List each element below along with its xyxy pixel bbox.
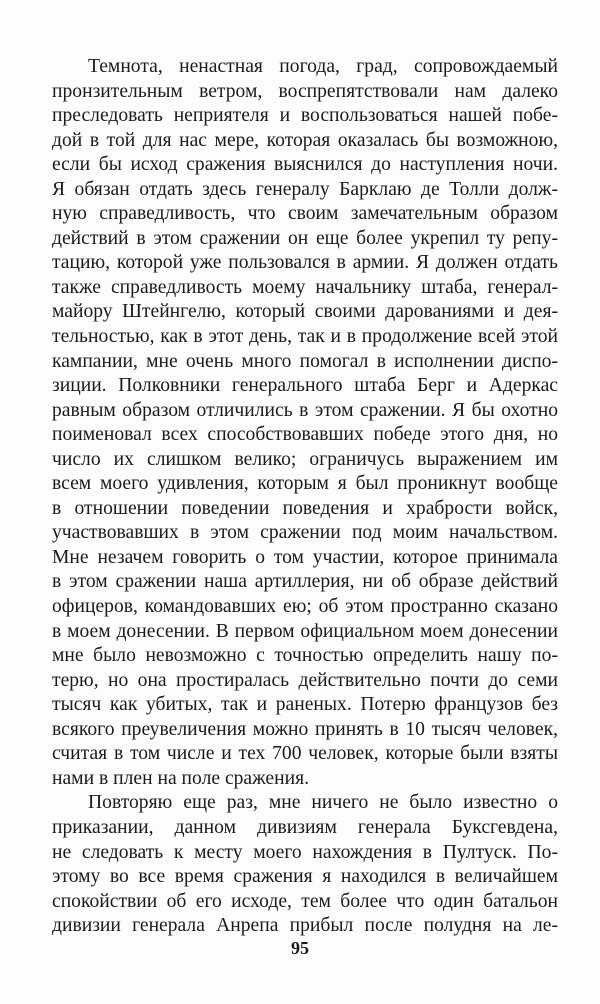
text-line: Я обязан отдать здесь генералу Барклаю де Толли долж- — [52, 178, 558, 200]
text-line: всякого преувеличения можно принять в 10 тысяч человек, — [52, 718, 558, 740]
text-line: Темнота, ненастная погода, град, сопровождаемый — [88, 56, 558, 77]
text-line: тысяч как убитых, так и раненых. Потерю французов без — [52, 694, 558, 716]
text-line: майору Штейнгелю, который своими дарованиями и дея- — [52, 301, 558, 323]
text-line: участвовавших в этом сражении под моим начальством. — [52, 522, 558, 544]
text-line: Повторяю еще раз, мне ничего не было известно о — [88, 792, 558, 814]
text-line: мне было невозможно с точностью определить нашу по- — [52, 645, 558, 667]
text-line: число их слишком велико; ограничусь выражением им — [52, 448, 558, 470]
text-line: всем моего удивления, которым я был проникнут вообще — [52, 473, 558, 495]
text-line: кампании, мне очень много помогал в исполнении диспо- — [52, 350, 558, 372]
text-line: также справедливость моему начальнику штаба, генерал- — [52, 276, 558, 298]
text-line: дивизии генерала Анрепа прибыл после полудня на ле- — [52, 915, 558, 937]
text-line: тацию, которой уже пользовался в армии. Я должен отдать — [52, 252, 558, 274]
text-line: действий в этом сражении он еще более укрепил ту репу- — [52, 227, 558, 249]
text-line: в этом сражении наша артиллерия, ни об образе действий — [52, 571, 558, 593]
text-line: этому во все время сражения я находился в величайшем — [52, 866, 558, 888]
body-text — [52, 55, 558, 939]
text-line: в моем донесении. В первом официальном моем донесении — [52, 620, 558, 642]
paragraph-2 — [52, 791, 558, 938]
text-line: равным образом отличились в этом сражении. Я бы охотно — [52, 399, 558, 421]
text-line: нами в плен на поле сражения. — [52, 767, 309, 789]
text-line: в отношении поведении поведения и храбрости войск, — [52, 497, 558, 519]
text-line: если бы исход сражения выяснился до наступления ночи. — [52, 154, 558, 176]
text-line: терю, но она простиралась действительно почти до семи — [52, 669, 558, 691]
text-line: не следовать к месту моего нахождения в Пултуск. По- — [52, 841, 558, 863]
text-line: преследовать неприятеля и воспользоваться нашей побе- — [52, 105, 558, 127]
text-line: считая в том числе и тех 700 человек, которые были взяты — [52, 743, 558, 765]
text-line: тельностью, как в этот день, так и в продолжение всей этой — [52, 326, 558, 348]
paragraph-1 — [52, 55, 558, 791]
text-line: спокойствии об его исходе, тем более что один батальон — [52, 890, 558, 912]
text-line: офицеров, командовавших ею; об этом пространно сказано — [52, 596, 558, 618]
text-line: дой в той для нас мере, которая оказалась бы возможною, — [52, 129, 558, 151]
text-line: ную справедливость, что своим замечательным образом — [52, 203, 558, 225]
text-line: пронзительным ветром, воспрепятствовали нам далеко — [52, 80, 558, 102]
text-line: приказании, данном дивизиям генерала Буксгевдена, — [52, 816, 558, 838]
text-line: поименовал всех способствовавших победе этого дня, но — [52, 424, 558, 446]
text-line: зиции. Полковники генерального штаба Берг и Адеркас — [52, 375, 558, 397]
text-line: Мне незачем говорить о том участии, которое принимала — [52, 546, 558, 568]
page-number: 95 — [291, 938, 309, 958]
